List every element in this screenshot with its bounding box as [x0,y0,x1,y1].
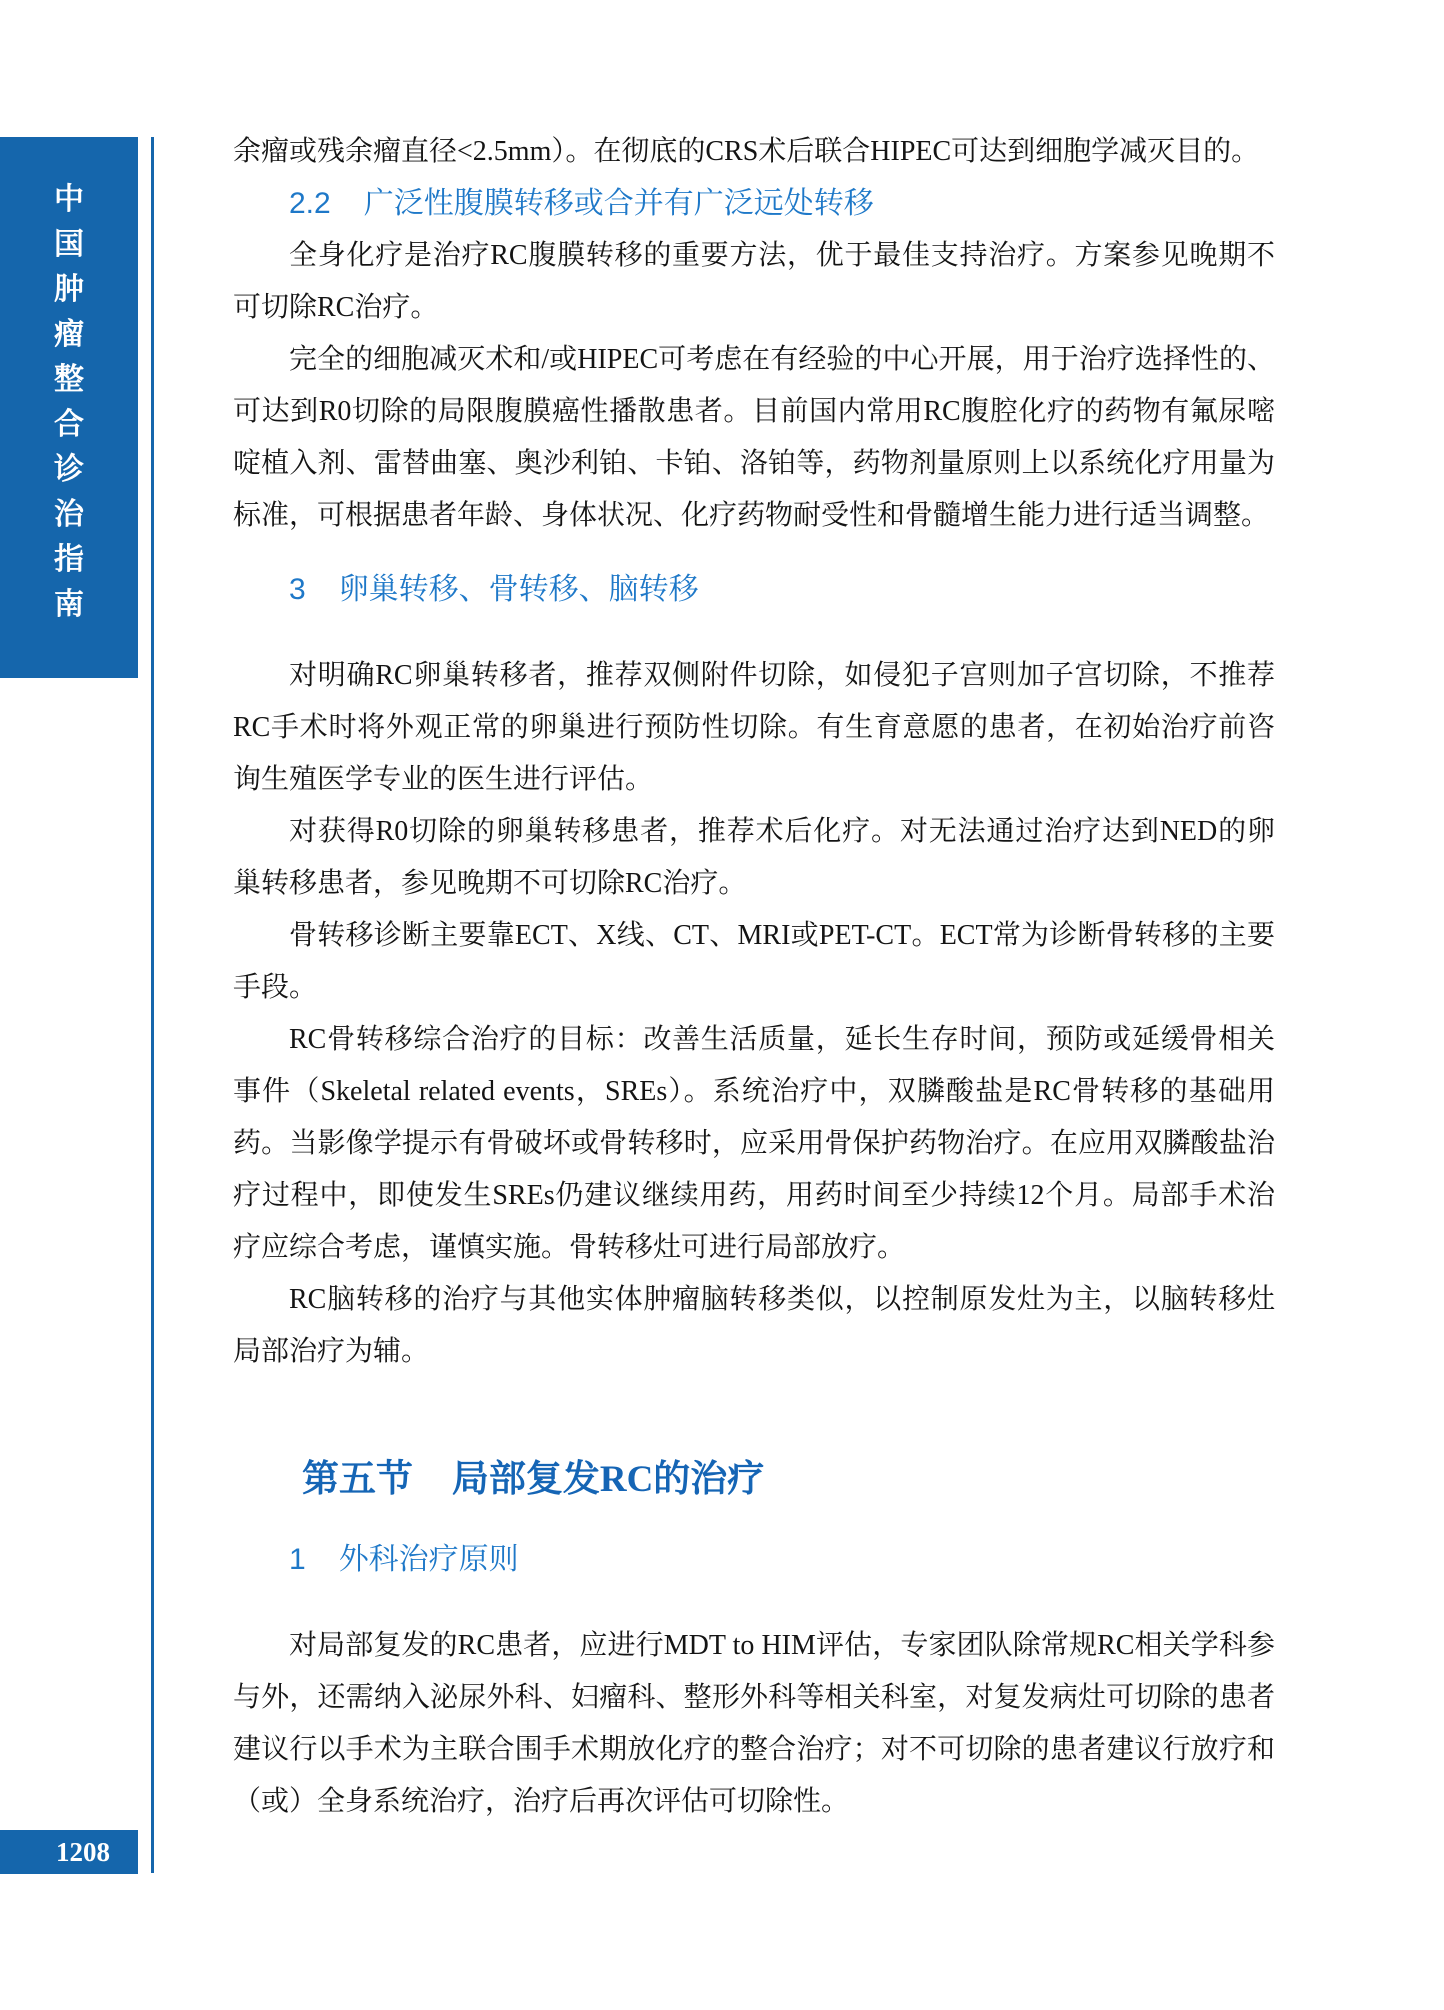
section-heading [233,564,1275,616]
paragraph: RC脑转移的治疗与其他实体肿瘤脑转移类似，以控制原发灶为主，以脑转移灶局部治疗为辅。 [233,1284,1275,1367]
paragraph: 对明确RC卵巢转移者，推荐双侧附件切除，如侵犯子宫则加子宫切除，不推荐RC手术时将外观正常的卵巢进行预防性切除。有生育意愿的患者，在初始治疗前咨询生殖医学专业的医生进行评估。 [233,660,1275,795]
sidebar-title-char: 中 [54,183,84,216]
chapter-heading [233,1448,1275,1512]
sidebar-title-char: 治 [54,498,84,531]
sidebar-title-char: 肿 [54,273,84,306]
paragraph: 对获得R0切除的卵巢转移患者，推荐术后化疗。对无法通过治疗达到NED的卵巢转移患者，参见晚期不可切除RC治疗。 [233,816,1275,899]
sidebar-title-char: 南 [54,588,84,621]
section-number: 2.2 [289,187,331,220]
paragraph: 骨转移诊断主要靠ECT、X线、CT、MRI或PET-CT。ECT常为诊断骨转移的主要手段。 [233,920,1275,1003]
section-number: 3 [289,573,306,606]
paragraph: RC骨转移综合治疗的目标：改善生活质量，延长生存时间，预防或延缓骨相关事件（Skeletal related events，SREs）。系统治疗中，双膦酸盐是RC骨转移的基础用药。当影像学提示有骨破坏或骨转移时，应采用骨保护药物治疗。在应用双膦酸盐治疗过程中，即使发生SREs仍建议继续用药，用药时间至少持续12个月。局部手术治疗应综合考虑，谨慎实施。骨转移灶可进行局部放疗。 [233,1024,1275,1263]
page-content [233,126,1275,1828]
section-heading [233,1534,1275,1586]
paragraph: 完全的细胞减灭术和/或HIPEC可考虑在有经验的中心开展，用于治疗选择性的、可达到R0切除的局限腹膜癌性播散患者。目前国内常用RC腹腔化疗的药物有氟尿嘧啶植入剂、雷替曲塞、奥沙利铂、卡铂、洛铂等，药物剂量原则上以系统化疗用量为标准，可根据患者年龄、身体状况、化疗药物耐受性和骨髓增生能力进行适当调整。 [233,344,1275,531]
vertical-divider [151,137,154,1873]
chapter-label: 第五节 [302,1459,413,1500]
sidebar-title-char: 国 [54,228,84,261]
section-number: 1 [289,1543,306,1576]
sidebar-title-char: 指 [54,543,84,576]
paragraph: 对局部复发的RC患者，应进行MDT to HIM评估，专家团队除常规RC相关学科参与外，还需纳入泌尿外科、妇瘤科、整形外科等相关科室，对复发病灶可切除的患者建议行以手术为主联合围手术期放化疗的整合治疗；对不可切除的患者建议行放疗和（或）全身系统治疗，治疗后再次评估可切除性。 [233,1630,1275,1817]
paragraph: 全身化疗是治疗RC腹膜转移的重要方法，优于最佳支持治疗。方案参见晚期不可切除RC治疗。 [233,240,1275,323]
section-title: 广泛性腹膜转移或合并有广泛远处转移 [363,187,874,220]
page-number-badge [0,1830,138,1874]
page-number: 1208 [56,1837,110,1867]
section-title: 外科治疗原则 [338,1543,519,1576]
sidebar-title-char: 诊 [54,453,84,486]
sidebar-title-char: 瘤 [54,318,84,351]
sidebar-title-char: 整 [54,363,84,396]
chapter-title: 局部复发RC的治疗 [451,1459,765,1500]
paragraph-continuation: 余瘤或残余瘤直径<2.5mm）。在彻底的CRS术后联合HIPEC可达到细胞学减灭目的。 [233,136,1260,167]
section-heading [233,178,1275,230]
sidebar-title-char: 合 [54,408,84,441]
sidebar-banner [0,137,138,678]
section-title: 卵巢转移、骨转移、脑转移 [338,573,699,606]
